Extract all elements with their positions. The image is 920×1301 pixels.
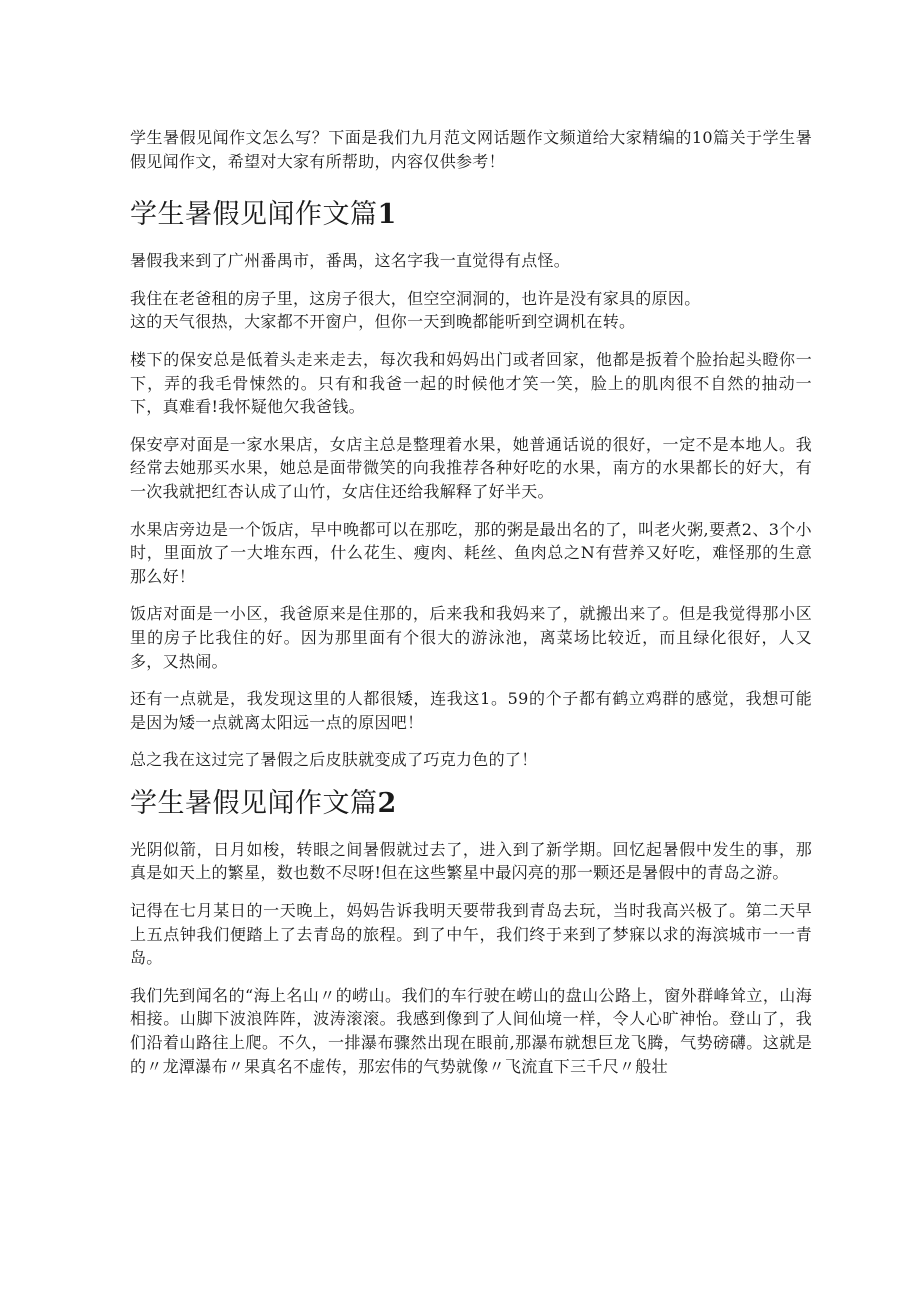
intro-paragraph: 学生暑假见闻作文怎么写？下面是我们九月范文网话题作文频道给大家精编的10篇关于学生暑假见闻作文，希望对大家有所帮助，内容仅供参考！ (130, 128, 812, 171)
section-1-paragraph-2: 我住在老爸租的房子里，这房子很大，但空空洞洞的，也许是没有家具的原因。 (130, 288, 701, 308)
section-1-paragraph-7: 饭店对面是一小区，我爸原来是住那的，后来我和我妈来了，就搬出来了。但是我觉得那小区里的房子比我住的好。因为那里面有个很大的游泳池，离菜场比较近，而且绿化很好，人又多，又热闹。 (130, 604, 812, 671)
section-1-heading-number: 1 (377, 199, 397, 231)
section-1-heading-text: 学生暑假见闻作文篇 (130, 199, 378, 231)
section-1-paragraph-3: 这的天气很热，大家都不开窗户，但你一天到晚都能听到空调机在转。 (130, 312, 636, 332)
section-1-paragraph-8: 还有一点就是，我发现这里的人都很矮，连我这1。59的个子都有鹤立鸡群的感觉，我想可能是因为矮一点就离太阳远一点的原因吧！ (130, 689, 812, 732)
section-2-paragraph-2: 记得在七月某日的一天晚上，妈妈告诉我明天要带我到青岛去玩，当时我高兴极了。第二天早上五点钟我们便踏上了去青岛的旅程。到了中午，我们终于来到了梦寐以求的海滨城市一一青岛。 (130, 901, 812, 968)
section-1-heading (130, 197, 812, 233)
section-1-paragraph-1: 暑假我来到了广州番禺市，番禺，这名字我一直觉得有点怪。 (130, 251, 571, 271)
section-2-paragraph-1: 光阴似箭，日月如梭，转眼之间暑假就过去了，进入到了新学期。回忆起暑假中发生的事，那真是如天上的繁星，数也数不尽呀!但在这些繁星中最闪亮的那一颗还是暑假中的青岛之游。 (130, 839, 812, 883)
section-2-heading (130, 786, 812, 822)
section-2-heading-number: 2 (377, 787, 397, 819)
section-1-paragraph-4: 楼下的保安总是低着头走来走去，每次我和妈妈出门或者回家，他都是扳着个脸抬起头瞪你一下，弄的我毛骨悚然的。只有和我爸一起的时候他才笑一笑，脸上的肌肉很不自然的抽动一下，真难看!我怀疑他欠我爸钱。 (130, 349, 812, 417)
section-2-paragraph-3: 我们先到闻名的“海上名山〃的崂山。我们的车行驶在崂山的盘山公路上，窗外群峰耸立，山海相接。山脚下波浪阵阵，波涛滚滚。我感到像到了人间仙境一样，令人心旷神怡。登山了，我们沿着山路往上爬。不久，一排瀑布骤然出现在眼前,那瀑布就想巨龙飞腾，气势磅礴。这就是的〃龙潭瀑布〃果真名不虚传，那宏伟的气势就像〃飞流直下三千尺〃般壮 (130, 985, 812, 1076)
section-2-heading-text: 学生暑假见闻作文篇 (130, 787, 378, 819)
document-body (130, 126, 812, 1092)
section-1-paragraph-6: 水果店旁边是一个饭店，早中晚都可以在那吃，那的粥是最出名的了，叫老火粥,要煮2、3个小时，里面放了一大堆东西，什么花生、瘦肉、耗丝、鱼肉总之N有营养又好吃，难怪那的生意那么好！ (130, 519, 812, 586)
section-1-paragraph-5: 保安亭对面是一家水果店，女店主总是整理着水果，她普通话说的很好，一定不是本地人。我经常去她那买水果，她总是面带微笑的向我推荐各种好吃的水果，南方的水果都长的好大，有一次我就把红杏认成了山竹，女店住还给我解释了好半天。 (130, 434, 812, 501)
section-1-paragraph-9: 总之我在这过完了暑假之后皮肤就变成了巧克力色的了！ (130, 750, 538, 770)
